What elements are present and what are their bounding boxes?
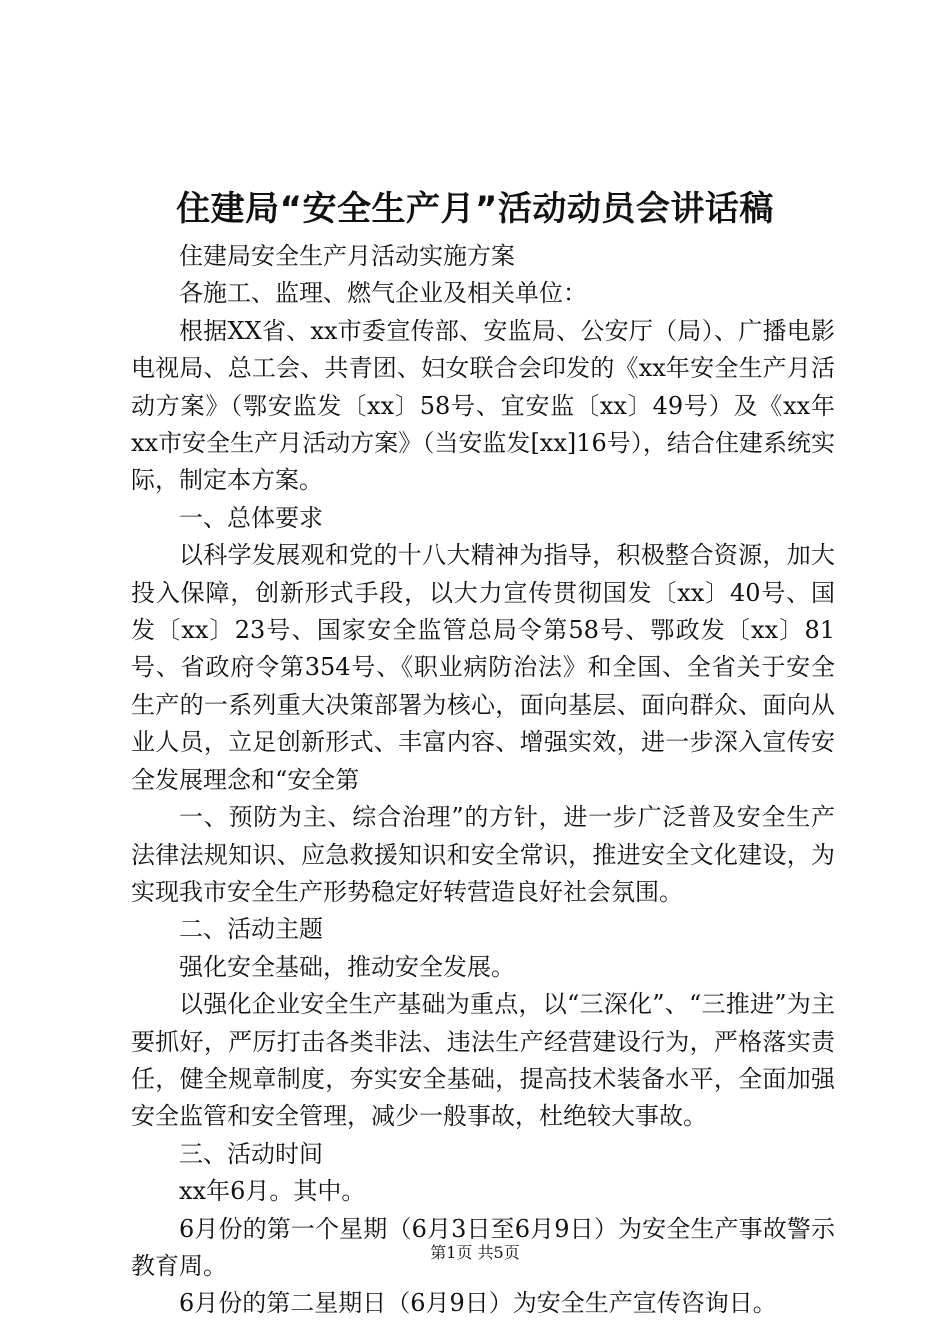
- paragraph-second-sunday: 6月份的第二星期日（6月9日）为安全生产宣传咨询日。: [179, 1289, 777, 1318]
- section-heading-general-requirements: 一、总体要求: [179, 503, 323, 532]
- document-body: [131, 238, 835, 1323]
- section-heading-theme: 二、活动主题: [179, 915, 323, 944]
- paragraph-theme-detail: 以强化企业安全生产基础为重点，以“三深化”、“三推进”为主要抓好，严厉打击各类非法、违法生产经营建设行为，严格落实责任，健全规章制度，夯实安全基础，提高技术装备水平，全面加强安全监管和安全管理，减少一般事故，杜绝较大事故。: [131, 990, 835, 1131]
- paragraph-basis: 根据XX省、xx市委宣传部、安监局、公安厅（局）、广播电影电视局、总工会、共青团、妇女联合会印发的《xx年安全生产月活动方案》（鄂安监发〔xx〕58号、宜安监〔xx〕49号）及《xx年xx市安全生产月活动方案》（当安监发[xx]16号），结合住建系统实际，制定本方案。: [131, 316, 835, 495]
- paragraph-time: xx年6月。其中。: [179, 1177, 366, 1206]
- paragraph-general-requirements-continued: 一、预防为主、综合治理”的方针，进一步广泛普及安全生产法律法规知识、应急救援知识和安全常识，推进安全文化建设，为实现我市安全生产形势稳定好转营造良好社会氛围。: [131, 803, 835, 906]
- paragraph-general-requirements: 以科学发展观和党的十八大精神为指导，积极整合资源，加大投入保障，创新形式手段，以大力宣传贯彻国发〔xx〕40号、国发〔xx〕23号、国家安全监管总局令第58号、鄂政发〔xx〕81号、省政府令第354号、《职业病防治法》和全国、全省关于安全生产的一系列重大决策部署为核心，面向基层、面向群众、面向从业人员，立足创新形式、丰富内容、增强实效，进一步深入宣传安全发展理念和“安全第: [131, 541, 835, 794]
- paragraph-theme: 强化安全基础，推动安全发展。: [179, 952, 515, 981]
- paragraph-plan-title: 住建局安全生产月活动实施方案: [179, 242, 515, 270]
- paragraph-first-week: 6月份的第一个星期（6月3日至6月9日）为安全生产事故警示教育周。: [131, 1214, 835, 1280]
- section-heading-time: 三、活动时间: [179, 1139, 323, 1168]
- paragraph-addressee: 各施工、监理、燃气企业及相关单位：: [179, 279, 587, 308]
- page-number-footer: 第1页 共5页: [430, 1243, 520, 1262]
- document-title: 住建局“安全生产月”活动动员会讲话稿: [176, 189, 774, 229]
